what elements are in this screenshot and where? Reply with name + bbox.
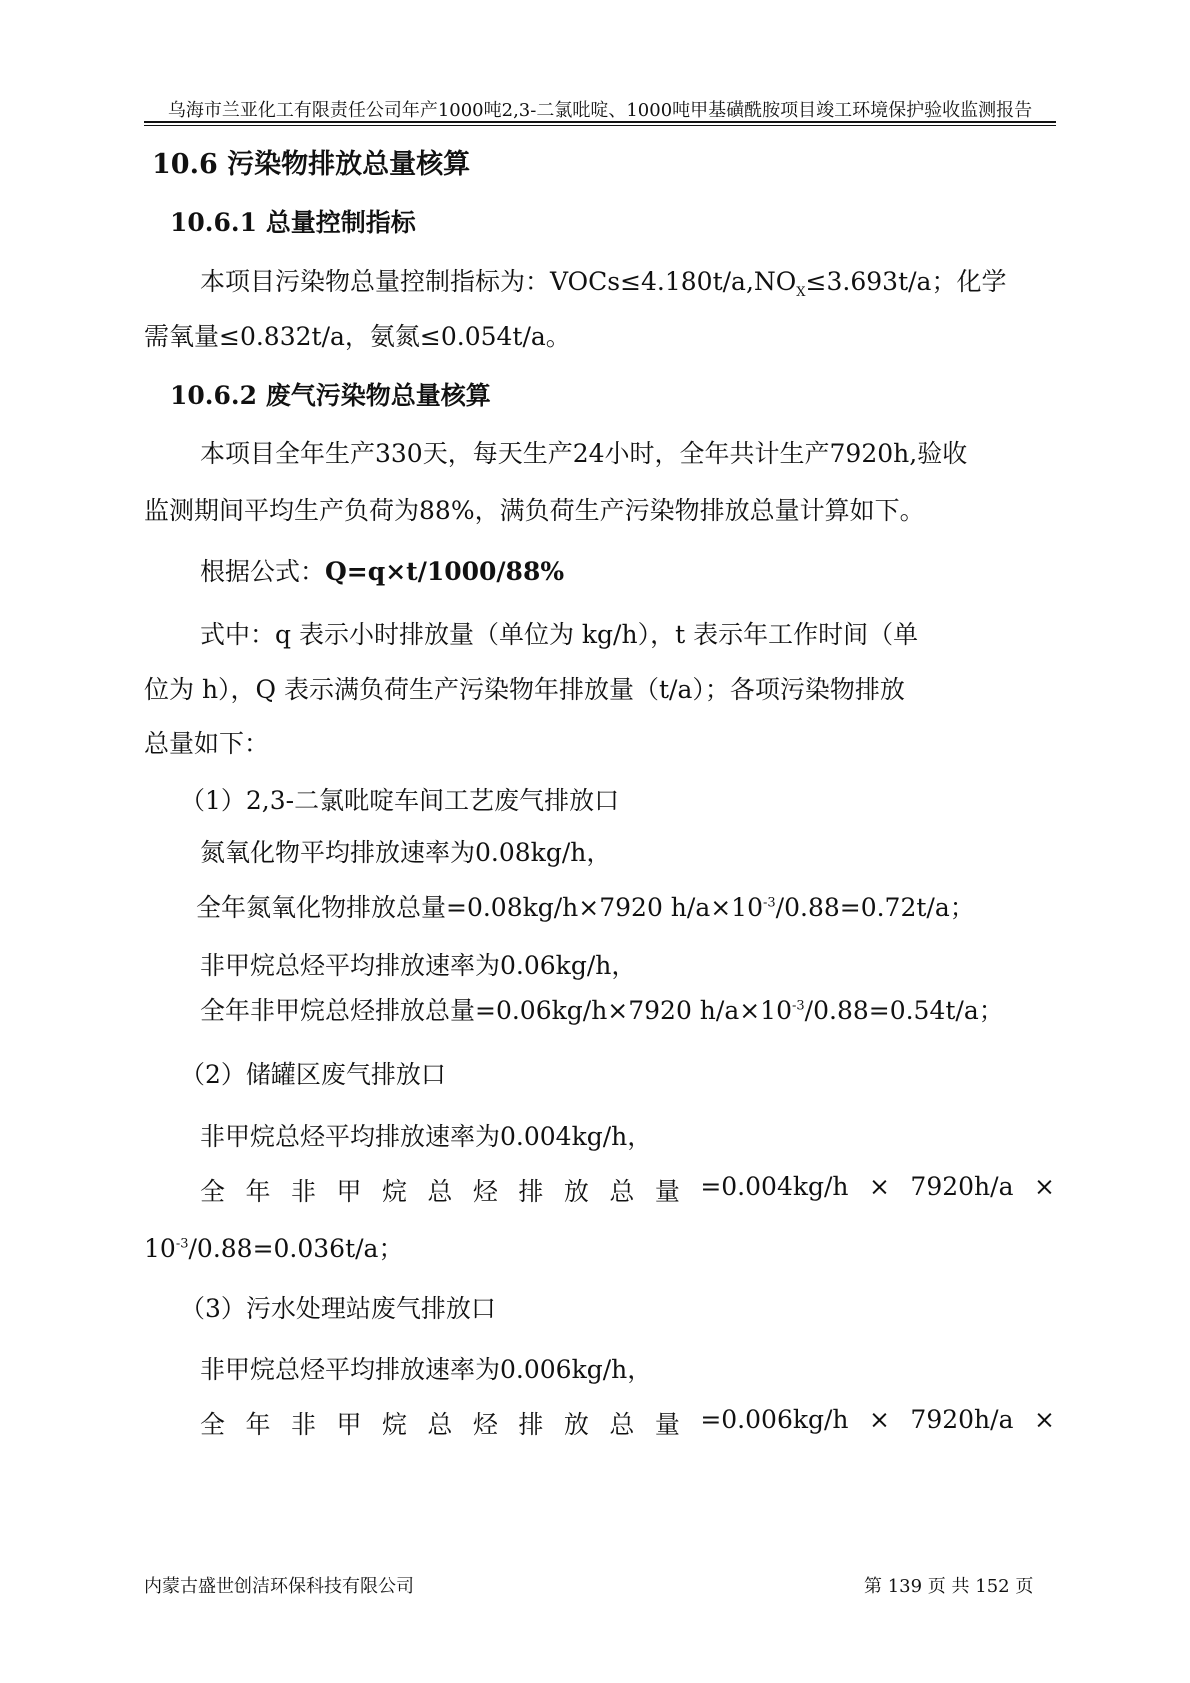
control-indicator-line2: 需氧量≤0.832t/a，氨氮≤0.054t/a。	[144, 322, 571, 351]
control-indicator-text-a: 本项目污染物总量控制指标为：VOCs≤4.180t/a,NO	[200, 267, 797, 296]
item3-title: （3）污水处理站废气排放口	[180, 1294, 496, 1323]
item1-nox-rate: 氮氧化物平均排放速率为0.08kg/h，	[200, 838, 612, 867]
item1-nmhc-exp: -3	[792, 998, 805, 1014]
item1-nox-total	[196, 888, 975, 924]
nox-subscript: X	[796, 285, 806, 300]
item1-nox-total-a: 全年氮氧化物排放总量=0.08kg/h×7920 h/a×10	[196, 893, 763, 922]
subsection-title-total-control: 10.6.1 总量控制指标	[170, 208, 416, 237]
item1-nmhc-total-a: 全年非甲烷总烃排放总量=0.06kg/h×7920 h/a×10	[200, 996, 792, 1025]
item1-nox-exp: -3	[763, 895, 776, 911]
header-rule-thin	[144, 125, 1056, 126]
item3-nmhc-rate: 非甲烷总烃平均排放速率为0.006kg/h，	[200, 1355, 653, 1384]
item1-nox-total-b: /0.88=0.72t/a；	[775, 893, 975, 922]
item3-word: 全	[200, 1410, 226, 1439]
item3-word: 排	[518, 1410, 544, 1439]
item2-exp: -3	[175, 1236, 189, 1252]
item2-word: 放	[563, 1177, 589, 1206]
item3-word: 放	[563, 1410, 589, 1439]
item2-total-line	[200, 1172, 1055, 1208]
footer-page-number: 第 139 页 共 152 页	[864, 1576, 1034, 1597]
footer-company: 内蒙古盛世创洁环保科技有限公司	[144, 1576, 414, 1597]
production-intro-line1: 本项目全年生产330天，每天生产24小时，全年共计生产7920h,验收	[200, 439, 968, 468]
item2-total-continuation	[144, 1229, 403, 1265]
item3-word: 总	[609, 1410, 635, 1439]
item2-cont-b: /0.88=0.036t/a；	[188, 1234, 404, 1263]
section-title: 10.6 污染物排放总量核算	[152, 149, 471, 180]
formula-explain-line2: 位为 h），Q 表示满负荷生产污染物年排放量（t/a）；各项污染物排放	[144, 675, 905, 704]
item3-total-line	[200, 1405, 1055, 1441]
item2-word: =0.004kg/h	[700, 1172, 849, 1201]
item2-title: （2）储罐区废气排放口	[180, 1060, 446, 1089]
control-indicator-line1	[200, 262, 1006, 300]
formula-explain-line3: 总量如下：	[144, 729, 270, 758]
item1-nmhc-rate: 非甲烷总烃平均排放速率为0.06kg/h，	[200, 951, 637, 980]
item2-word: 甲	[336, 1177, 362, 1206]
item3-word: =0.006kg/h	[700, 1405, 849, 1434]
item3-word: 甲	[336, 1410, 362, 1439]
item3-word: 7920h/a	[910, 1405, 1014, 1434]
item3-word: ×	[869, 1405, 890, 1434]
item3-word: 烃	[472, 1410, 498, 1439]
item2-word: 烃	[472, 1177, 498, 1206]
item2-nmhc-rate: 非甲烷总烃平均排放速率为0.004kg/h，	[200, 1122, 653, 1151]
item1-nmhc-total-b: /0.88=0.54t/a；	[804, 996, 1004, 1025]
item2-word: 7920h/a	[910, 1172, 1014, 1201]
formula-line	[200, 552, 564, 588]
item2-word: ×	[869, 1172, 890, 1201]
item2-word: 总	[609, 1177, 635, 1206]
item3-word: 烷	[381, 1410, 407, 1439]
item2-word: 非	[290, 1177, 316, 1206]
item3-word: ×	[1033, 1405, 1055, 1434]
item1-title: （1）2,3-二氯吡啶车间工艺废气排放口	[180, 786, 620, 815]
control-indicator-text-b: ≤3.693t/a；化学	[805, 267, 1007, 296]
item2-cont-a: 10	[144, 1234, 176, 1263]
formula-label: 根据公式：	[200, 557, 326, 586]
item2-word: 排	[518, 1177, 544, 1206]
item2-word: 烷	[381, 1177, 407, 1206]
report-header: 乌海市兰亚化工有限责任公司年产1000吨2,3-二氯吡啶、1000吨甲基磺酰胺项目竣工环境保护验收监测报告	[167, 100, 1033, 121]
item3-word: 非	[290, 1410, 316, 1439]
header-rule-thick	[144, 121, 1056, 123]
item3-word: 年	[245, 1410, 271, 1439]
formula: Q=q×t/1000/88%	[325, 557, 565, 586]
item2-word: ×	[1033, 1172, 1055, 1201]
item2-word: 量	[654, 1177, 680, 1206]
item3-word: 量	[654, 1410, 680, 1439]
formula-explain-line1: 式中：q 表示小时排放量（单位为 kg/h），t 表示年工作时间（单	[200, 620, 919, 649]
item1-nmhc-total	[200, 991, 1004, 1027]
item2-word: 全	[200, 1177, 226, 1206]
item2-word: 总	[427, 1177, 453, 1206]
item2-word: 年	[245, 1177, 271, 1206]
subsection-title-exhaust: 10.6.2 废气污染物总量核算	[170, 381, 491, 410]
production-intro-line2: 监测期间平均生产负荷为88%，满负荷生产污染物排放总量计算如下。	[144, 496, 925, 525]
item3-word: 总	[427, 1410, 453, 1439]
